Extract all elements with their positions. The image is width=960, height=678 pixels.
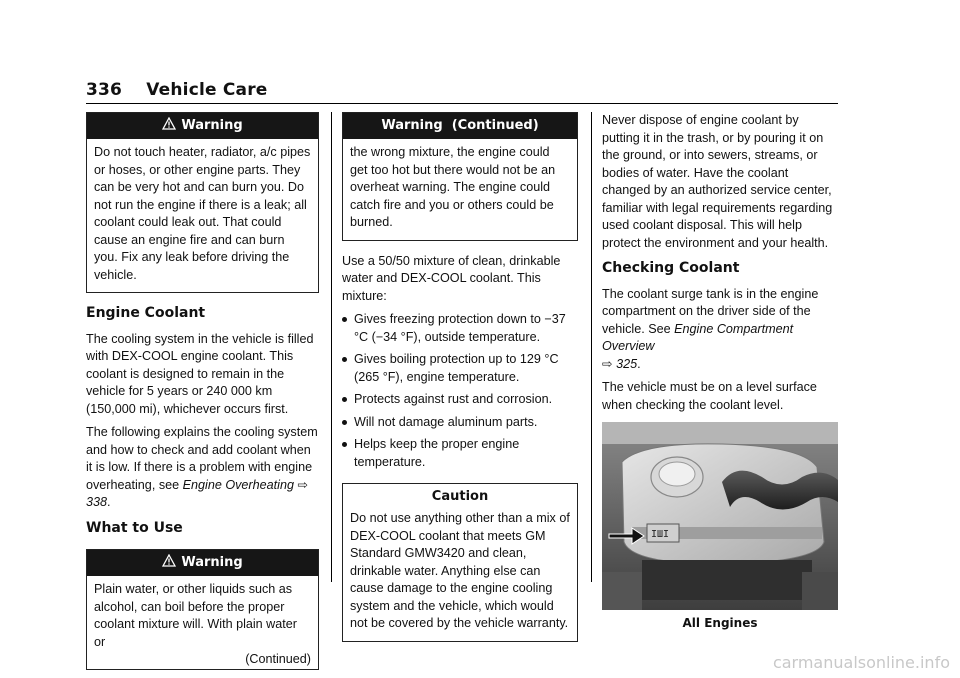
heading-what-to-use: What to Use	[86, 519, 183, 536]
list-item: Helps keep the proper engine temperature.	[342, 436, 578, 471]
header-rule	[86, 103, 838, 104]
warning-triangle-icon	[162, 554, 176, 567]
caution-box	[342, 483, 578, 642]
column-divider	[591, 112, 592, 582]
warning-text: the wrong mixture, the engine could get too hot but there would not be an overheat warning. The engine could catch fire and you or others could be burned.	[350, 145, 556, 229]
warning-body	[87, 576, 318, 669]
warning-title: Warning	[181, 118, 243, 133]
list-item: Gives boiling protection up to 129 °C (265 °F), engine temperature.	[342, 351, 578, 386]
watermark: carmanualsonline.info	[772, 653, 950, 672]
page-header	[86, 80, 268, 100]
surge-tank-text: The coolant surge tank is in the engine compartment on the driver side of the vehicle. See	[602, 286, 819, 336]
page-number: 336	[86, 80, 123, 100]
list-item: Will not damage aluminum parts.	[342, 414, 578, 432]
warning-title: Warning	[181, 555, 243, 570]
column-1	[86, 112, 319, 678]
warning-header: Warning (Continued)	[343, 113, 577, 139]
column-3	[602, 112, 838, 633]
level-surface-paragraph: The vehicle must be on a level surface when checking the coolant level.	[602, 380, 817, 412]
coolant-tank-photo	[602, 422, 838, 610]
coolant-tank-illustration	[602, 422, 838, 610]
engine-overheating-link[interactable]: Engine Overheating	[182, 477, 294, 492]
continued-label: (Continued)	[245, 652, 311, 666]
list-item: Gives freezing protection down to −37 °C (−34 °F), outside temperature.	[342, 311, 578, 346]
warning-text: Do not touch heater, radiator, a/c pipes or hoses, or other engine parts. They can be very hot and can burn you. Do not run the engine if there is a leak; all coolant could leak out. That could cause an engine fire and can burn you. Fix any leak before driving the vehicle.	[94, 145, 311, 282]
engine-coolant-paragraph: The cooling system in the vehicle is filled with DEX-COOL engine coolant. This coolant is designed to remain in the vehicle for 5 years or 240 000 km (150,000 mi), whichever occurs first.	[86, 331, 314, 416]
column-2	[342, 112, 578, 654]
heading-checking-coolant: Checking Coolant	[602, 260, 740, 276]
warning-triangle-icon	[162, 117, 176, 130]
warning-header	[87, 550, 318, 576]
page-ref-arrow-icon: ⇨	[602, 356, 613, 371]
warning-header	[87, 113, 318, 139]
warning-text: Plain water, or other liquids such as alcohol, can boil before the proper coolant mixture will. With plain water or	[94, 582, 297, 649]
section-title: Vehicle Care	[146, 80, 268, 100]
caution-header: Caution	[343, 484, 577, 510]
warning-box-water	[86, 549, 319, 670]
page-ref-arrow-icon: ⇨	[297, 477, 309, 492]
disposal-paragraph: Never dispose of engine coolant by putting it in the trash, or by pouring it on the ground, or into sewers, streams, or bodies of water. Have the coolant changed by an authorized service center, familiar with legal requirements regarding used coolant disposal. This will help protect the environment and your health.	[602, 113, 833, 250]
cooling-system-paragraph: The following explains the cooling system and how to check and add coolant when it is low. If there is a problem with engine overheating, see Engine Overheating ⇨ 338.	[86, 425, 318, 509]
svg-text:ΙШΙ: ΙШΙ	[651, 529, 670, 540]
list-item: Protects against rust and corrosion.	[342, 391, 578, 409]
cooling-system-text: The following explains the cooling system and how to check and add coolant when it is low. If there is a problem with engine overheating, see	[86, 425, 318, 492]
engine-compartment-page-ref[interactable]: 325	[616, 356, 638, 371]
surge-tank-paragraph: The coolant surge tank is in the engine compartment on the driver side of the vehicle. See Engine Compartment Overview ⇨ 325.	[602, 286, 819, 371]
column-divider	[331, 112, 332, 582]
caution-text: Do not use anything other than a mix of DEX-COOL coolant that meets GM Standard GMW3420 and clean, drinkable water. Anything else can cause damage to the engine cooling system and the vehicle, which would not be covered by the vehicle warranty.	[350, 511, 570, 630]
photo-caption: All Engines	[682, 616, 758, 630]
heading-engine-coolant: Engine Coolant	[86, 305, 206, 321]
mixture-benefits-list	[342, 311, 578, 471]
warning-box-heater	[86, 112, 319, 293]
warning-continued-box	[342, 112, 578, 241]
engine-overheating-page-ref[interactable]: 338	[86, 495, 108, 509]
mixture-intro: Use a 50/50 mixture of clean, drinkable water and DEX-COOL coolant. This mixture:	[342, 253, 561, 303]
engine-compartment-link[interactable]: Engine Compartment Overview	[602, 321, 794, 353]
